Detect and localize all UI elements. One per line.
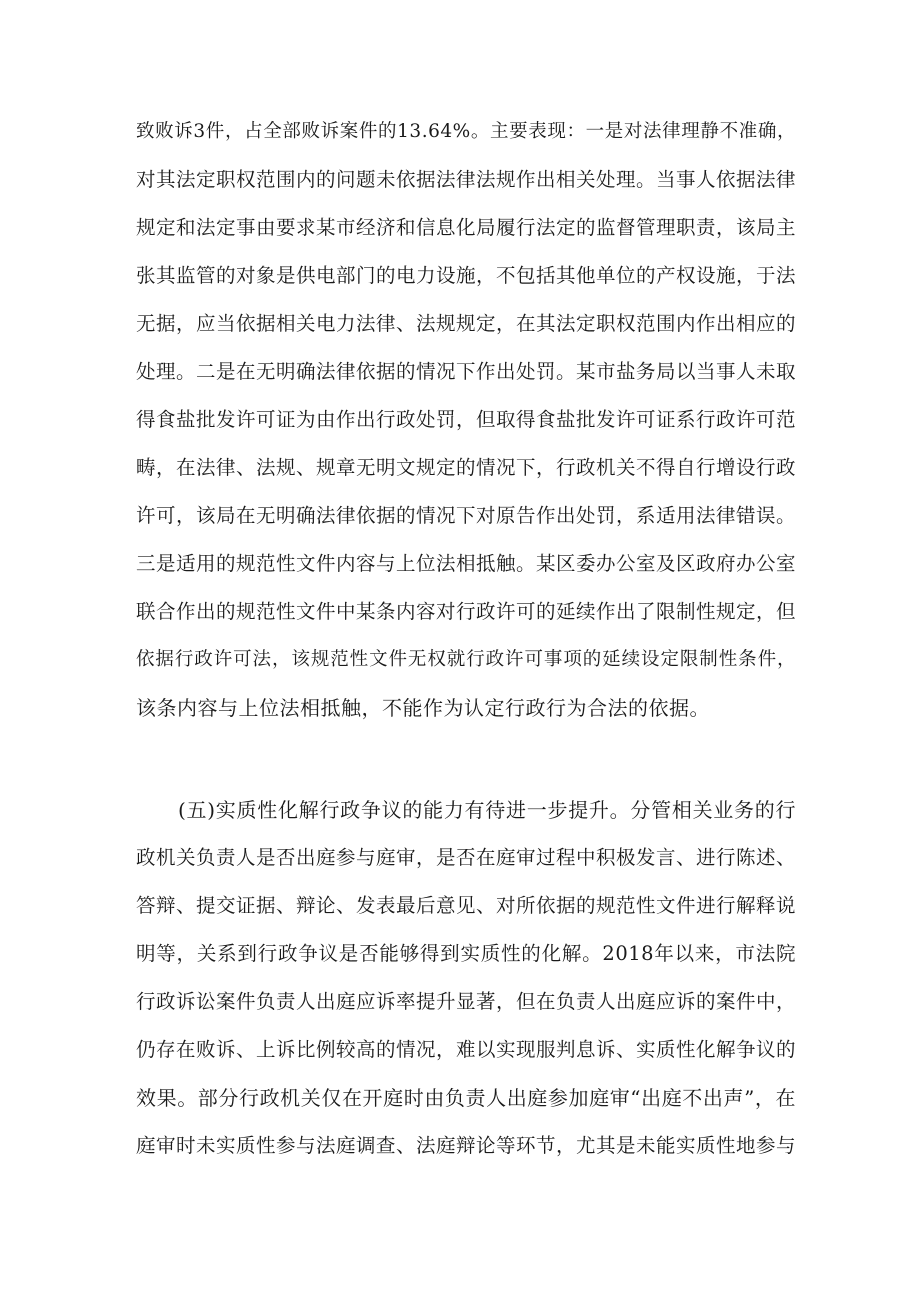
paragraph-2-line: 效果。部分行政机关仅在开庭时由负责人出庭参加庭审“出庭不出声”，在 <box>136 1086 796 1110</box>
paragraph-1-line: 无据，应当依据相关电力法律、法规规定，在其法定职权范围内作出相应的 <box>136 312 797 335</box>
paragraph-2-line: 行政诉讼案件负责人出庭应诉率提升显著，但在负责人出庭应诉的案件中， <box>136 990 797 1013</box>
paragraph-1-line: 依据行政许可法，该规范性文件无权就行政许可事项的延续设定限制性条件， <box>136 649 796 670</box>
paragraph-1-line: 对其法定职权范围内的问题未依据法律法规作出相关处理。当事人依据法律 <box>136 168 797 191</box>
paragraph-2-line: 政机关负责人是否出庭参与庭审，是否在庭审过程中积极发言、进行陈述、 <box>136 846 797 869</box>
paragraph-1-line: 畴，在法律、法规、规章无明文规定的情况下，行政机关不得自行增设行政 <box>136 456 797 479</box>
paragraph-2-line: 庭审时未实质性参与法庭调查、法庭辩论等环节，尤其是未能实质性地参与 <box>136 1134 797 1157</box>
paragraph-1-line: 该条内容与上位法相抵触，不能作为认定行政行为合法的依据。 <box>136 696 710 720</box>
paragraph-1-line: 许可，该局在无明确法律依据的情况下对原告作出处罚，系适用法律错误。 <box>136 504 797 527</box>
paragraph-2-line: 明等，关系到行政争议是否能够得到实质性的化解。2018年以来，市法院 <box>136 942 796 965</box>
paragraph-1-line: 三是适用的规范性文件内容与上位法相抵触。某区委办公室及区政府办公室 <box>136 552 797 575</box>
paragraph-1-line: 得食盐批发许可证为由作出行政处罚，但取得食盐批发许可证系行政许可范 <box>136 408 797 431</box>
paragraph-2-line: (五)实质性化解行政争议的能力有待进一步提升。分管相关业务的行 <box>178 798 796 822</box>
paragraph-1-line: 规定和法定事由要求某市经济和信息化局履行法定的监督管理职责，该局主 <box>136 216 797 239</box>
paragraph-2-line: 仍存在败诉、上诉比例较高的情况，难以实现服判息诉、实质性化解争议的 <box>136 1038 797 1061</box>
paragraph-1-line: 联合作出的规范性文件中某条内容对行政许可的延续作出了限制性规定，但 <box>136 600 797 623</box>
paragraph-1-line: 处理。二是在无明确法律依据的情况下作出处罚。某市盐务局以当事人未取 <box>136 360 797 383</box>
paragraph-1-line: 致败诉3件，占全部败诉案件的13.64%。主要表现：一是对法律理静不准确， <box>136 121 796 142</box>
paragraph-2-line: 答辩、提交证据、辩论、发表最后意见、对所依据的规范性文件进行解释说 <box>136 894 797 917</box>
paragraph-1-line: 张其监管的对象是供电部门的电力设施，不包括其他单位的产权设施，于法 <box>136 264 797 287</box>
